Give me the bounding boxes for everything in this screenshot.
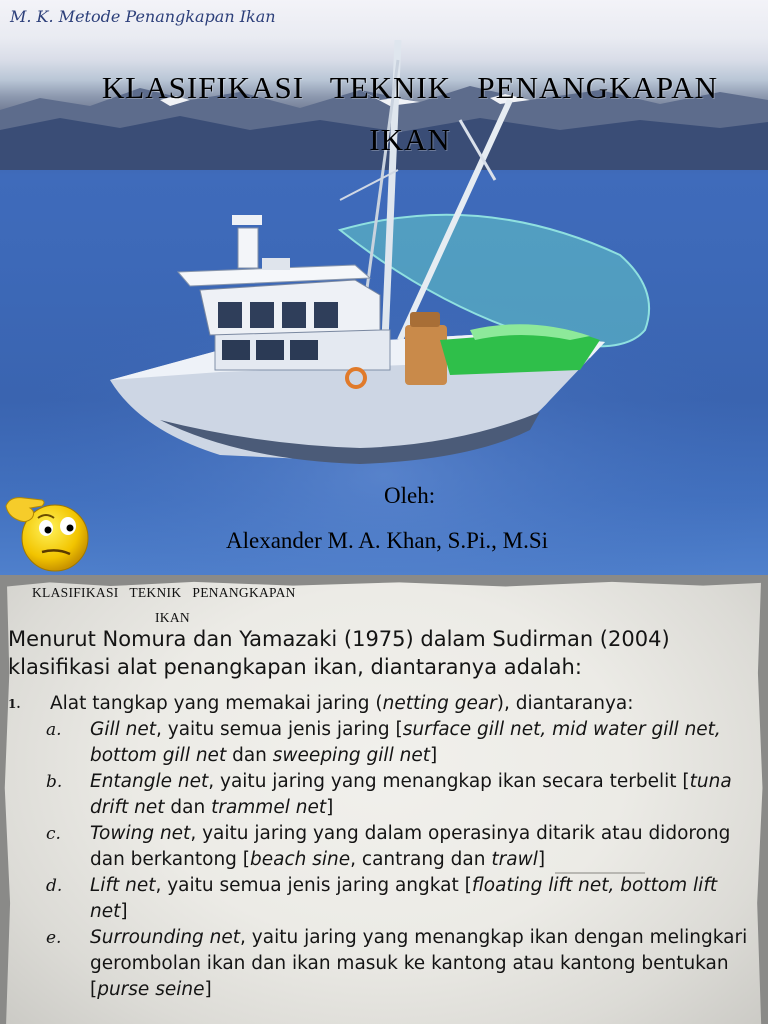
classification-list bbox=[8, 691, 758, 1003]
sublist-item-gill-net: a. Gill net, yaitu semua jenis jaring [surface gill net, mid water gill net, bottom gill net dan sweeping gill net] bbox=[46, 719, 721, 766]
content-slide-title bbox=[32, 580, 296, 630]
sublist-letter: a. bbox=[46, 720, 62, 740]
content-title-line1: KLASIFIKASI TEKNIK PENANGKAPAN bbox=[32, 585, 296, 600]
author-name: Alexander M. A. Khan, S.Pi., M.Si bbox=[226, 528, 548, 553]
sublist-letter: c. bbox=[46, 824, 61, 844]
intro-paragraph: Menurut Nomura dan Yamazaki (1975) dalam Sudirman (2004) klasifikasi alat penangkapan ikan, diantaranya adalah: bbox=[8, 627, 670, 679]
decorative-line bbox=[555, 872, 645, 874]
list-item bbox=[8, 691, 758, 717]
sublist-item-lift-net: d. Lift net, yaitu semua jenis jaring angkat [floating lift net, bottom lift net] bbox=[46, 875, 718, 922]
sublist-item-entangle-net: b. Entangle net, yaitu jaring yang menangkap ikan secara terbelit [tuna drift net dan trammel net] bbox=[46, 771, 732, 818]
content-title-line2: IKAN bbox=[155, 610, 190, 625]
list-item-text: Alat tangkap yang memakai jaring (netting gear), diantaranya: bbox=[50, 693, 634, 714]
slide-title bbox=[0, 62, 768, 166]
by-label: Oleh: bbox=[384, 483, 436, 508]
slide-title-line2: IKAN bbox=[369, 122, 451, 157]
course-label: M. K. Metode Penangkapan Ikan bbox=[10, 7, 276, 26]
content-slide bbox=[0, 575, 768, 1024]
sublist-item-towing-net: c. Towing net, yaitu jaring yang dalam operasinya ditarik atau didorong dan berkantong [beach sine, cantrang dan trawl] bbox=[46, 823, 731, 870]
sublist-item-surrounding-net: e. Surrounding net, yaitu jaring yang menangkap ikan dengan melingkari gerombolan ikan dan ikan masuk ke kantong atau kantong bentukan [purse seine] bbox=[46, 927, 748, 1000]
thinking-smiley-icon bbox=[2, 488, 98, 572]
sublist-letter: e. bbox=[46, 928, 62, 948]
list-number: 1. bbox=[8, 697, 21, 711]
sublist-letter: d. bbox=[46, 876, 63, 896]
sublist-letter: b. bbox=[46, 772, 63, 792]
slide-title-line1: KLASIFIKASI TEKNIK PENANGKAPAN bbox=[101, 70, 719, 105]
